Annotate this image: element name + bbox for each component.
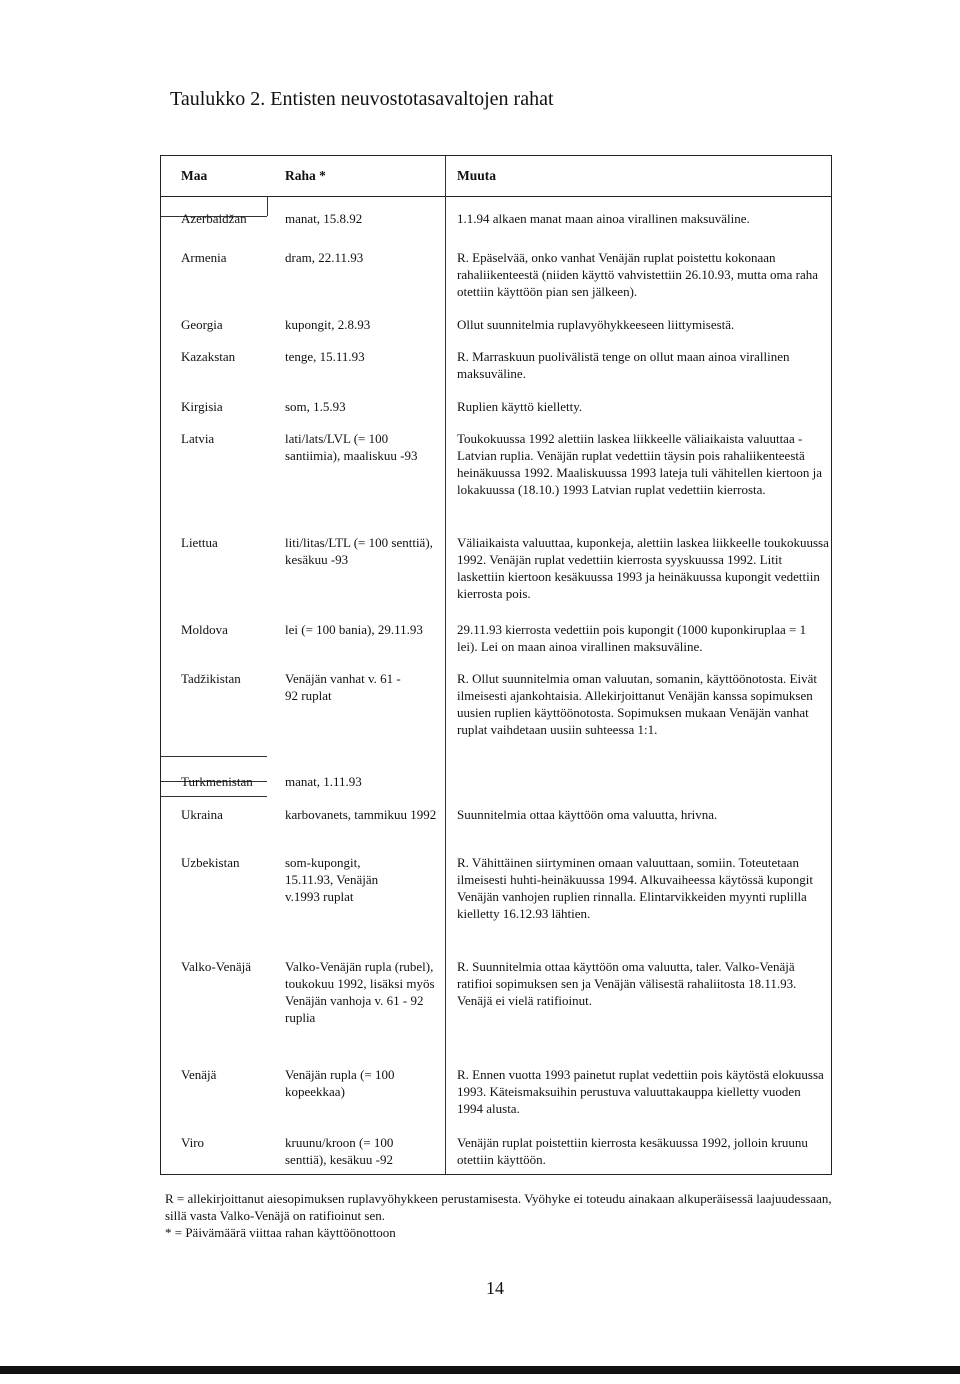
table-row-country: Turkmenistan (181, 774, 253, 789)
header-country: Maa (181, 168, 208, 183)
table-row-country: Kirgisia (181, 399, 223, 414)
table-row-country: Valko-Venäjä (181, 959, 252, 974)
table-row-note: 29.11.93 kierrosta vedettiin pois kupongit (1000 kuponkiruplaa = 1 lei). Lei on maan ainoa virallinen maksuväline. (457, 622, 807, 654)
table-row-country: Viro (181, 1135, 205, 1150)
footnote-star: * = Päivämäärä viittaa rahan käyttöönottoon (165, 1225, 396, 1240)
table-row-currency: som-kupongit, 15.11.93, Venäjän v.1993 ruplat (285, 855, 379, 904)
page-title: Taulukko 2. Entisten neuvostotasavaltojen rahat (170, 88, 554, 110)
table-row-note: Venäjän ruplat poistettiin kierrosta kesäkuussa 1992, jolloin kruunu otettiin käyttöön. (457, 1135, 808, 1167)
page-number: 14 (486, 1278, 504, 1298)
table-row-currency: kupongit, 2.8.93 (285, 317, 371, 332)
table-row-note: R. Ennen vuotta 1993 painetut ruplat vedettiin pois käytöstä elokuussa 1993. Käteismaksuihin perustuva valuuttakauppa kielletty vuoden 1994 alusta. (457, 1067, 824, 1116)
scan-edge (0, 1366, 960, 1374)
column-divider (267, 196, 268, 216)
table-row-note: Ollut suunnitelmia ruplavyöhykkeeseen liittymisestä. (457, 317, 735, 332)
table-row-country: Azerbaidžan (181, 211, 247, 226)
table-row-note: R. Ollut suunnitelmia oman valuutan, somanin, käyttöönotosta. Eivät ilmeisesti ajankohtaisia. Allekirjoittanut Venäjän kanssa sopimuksen uusien ruplien käyttöönotosta. Sopimuksen mukaan Venäjän vanhat ruplat vaihdetaan uusiin suhteessa 1:1. (457, 671, 817, 737)
currency-table (160, 155, 832, 1175)
table-row-country: Armenia (181, 250, 227, 265)
table-row-currency: Valko-Venäjän rupla (rubel), toukokuu 1992, lisäksi myös Venäjän vanhoja v. 61 - 92 ruplia (285, 959, 435, 1025)
column-divider (445, 156, 446, 1174)
table-row-currency: Venäjän rupla (= 100 kopeekkaa) (285, 1067, 395, 1099)
table-row-currency: Venäjän vanhat v. 61 - 92 ruplat (285, 671, 401, 703)
footnotes (165, 1190, 835, 1241)
table-row-currency: som, 1.5.93 (285, 399, 346, 414)
table-row-currency: liti/litas/LTL (= 100 senttiä), kesäkuu -93 (285, 535, 433, 567)
header-currency: Raha * (285, 168, 326, 183)
table-row-country: Latvia (181, 431, 215, 446)
table-row-note: R. Suunnitelmia ottaa käyttöön oma valuutta, taler. Valko-Venäjä ratifioi sopimuksen sen ja Venäjän välisestä rahaliitosta 18.11.93. Venäjä ei vielä ratifioinut. (457, 959, 797, 1008)
table-row-currency: karbovanets, tammikuu 1992 (285, 807, 437, 822)
table-row-country: Venäjä (181, 1067, 217, 1082)
table-row-currency: kruunu/kroon (= 100 senttiä), kesäkuu -92 (285, 1135, 394, 1167)
table-row-currency: tenge, 15.11.93 (285, 349, 365, 364)
footnote-r: R = allekirjoittanut aiesopimuksen ruplavyöhykkeen perustamisesta. Vyöhyke ei toteudu ainakaan alkuperäisessä laajuudessaan, sillä vasta Valko-Venäjä on ratifioinut sen. (165, 1191, 832, 1223)
table-row-note: 1.1.94 alkaen manat maan ainoa virallinen maksuväline. (457, 211, 750, 226)
table-row-currency: lei (= 100 bania), 29.11.93 (285, 622, 423, 637)
header-note: Muuta (457, 168, 497, 183)
table-row-country: Kazakstan (181, 349, 236, 364)
table-row-note: Suunnitelmia ottaa käyttöön oma valuutta, hrivna. (457, 807, 718, 822)
table-row-country: Uzbekistan (181, 855, 240, 870)
table-row-note: R. Vähittäinen siirtyminen omaan valuuttaan, somiin. Toteutetaan ilmeisesti huhti-heinäkuussa 1994. Alkuvaiheessa käytössä kupongit Venäjän vanhojen ruplien rinnalla. Elintarvikkeiden myynti ruplilla kielletty 16.12.93 lähtien. (457, 855, 814, 921)
table-row-note: Toukokuussa 1992 alettiin laskea liikkeelle väliaikaista valuuttaa - Latvian ruplia. Venäjän ruplat vedettiin täysin pois rahaliikenteestä heinäkuussa 1992. Maaliskuussa 1993 lateja tuli vähitellen kiertoon ja lokakuussa (18.10.) 1993 Latvian ruplat vedettiin kierrosta. (457, 431, 823, 497)
table-row-currency: lati/lats/LVL (= 100 santiimia), maaliskuu -93 (285, 431, 418, 463)
table-row-currency: dram, 22.11.93 (285, 250, 364, 265)
table-row-note: Ruplien käyttö kielletty. (457, 399, 583, 414)
table-row-country: Moldova (181, 622, 228, 637)
table-row-country: Tadžikistan (181, 671, 241, 686)
table-row-note: Väliaikaista valuuttaa, kuponkeja, alettiin laskea liikkeelle toukokuussa 1992. Venäjän ruplat vedettiin kierrosta syyskuussa 1992. Litit laskettiin kiertoon kesäkuussa 1993 ja heinäkuussa kupongit vedettiin kierrosta pois. (457, 535, 829, 601)
table-row-note: R. Marraskuun puolivälistä tenge on ollut maan ainoa virallinen maksuväline. (457, 349, 790, 381)
table-row-currency: manat, 15.8.92 (285, 211, 363, 226)
table-row-country: Ukraina (181, 807, 223, 822)
table-row-country: Georgia (181, 317, 223, 332)
table-row-country: Liettua (181, 535, 218, 550)
table-row-note: R. Epäselvää, onko vanhat Venäjän ruplat poistettu kokonaan rahaliikenteestä (niiden käyttö vahvistettiin 26.10.93, mutta oma raha otettiin käyttöön pian sen jälkeen). (457, 250, 819, 299)
row-divider (161, 796, 267, 797)
row-divider (161, 756, 267, 757)
table-header (161, 156, 831, 197)
table-row-currency: manat, 1.11.93 (285, 774, 362, 789)
